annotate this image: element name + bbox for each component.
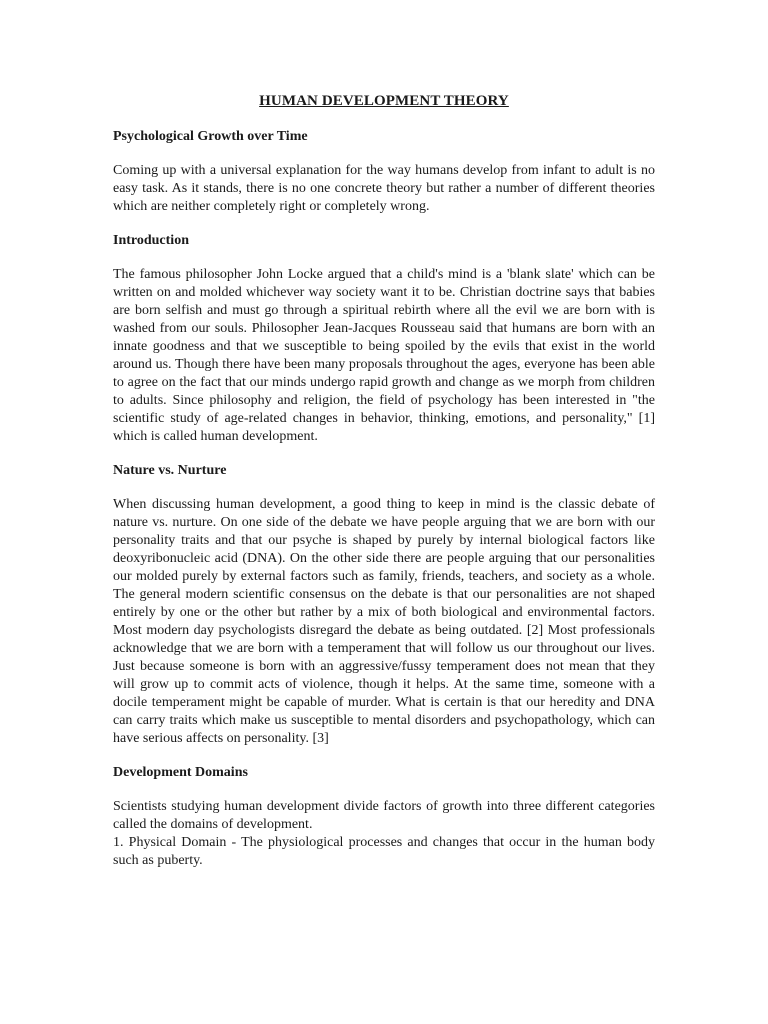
document-content bbox=[113, 92, 655, 870]
spacer bbox=[113, 782, 655, 798]
section-heading-nature-vs-nurture: Nature vs. Nurture bbox=[113, 463, 227, 478]
list-item-physical-domain: 1. Physical Domain - The physiological processes and changes that occur in the human body such as puberty. bbox=[113, 835, 655, 868]
section-heading-psychological-growth: Psychological Growth over Time bbox=[113, 129, 308, 144]
document-title: HUMAN DEVELOPMENT THEORY bbox=[259, 93, 509, 109]
paragraph-introduction: The famous philosopher John Locke argued that a child's mind is a 'blank slate' which can be written on and molded whichever way society want it to be. Christian doctrine says that babies are born selfish and must go through a spiritual rebirth where all the evil we are born with is washed from our souls. Philosopher Jean-Jacques Rousseau said that humans are born with an innate goodness and that we susceptible to being spoiled by the evils that exist in the world around us. Though there have been many proposals throughout the ages, everyone has been able to agree on the fact that our minds undergo rapid growth and change as we morph from children to adults. Since philosophy and religion, the field of psychology has been interested in "the scientific study of age-related changes in behavior, thinking, emotions, and personality," [1] which is called human development. bbox=[113, 267, 655, 444]
paragraph-nature-vs-nurture: When discussing human development, a good thing to keep in mind is the classic debate of nature vs. nurture. On one side of the debate we have people arguing that we are born with our personality traits and that our psyche is shaped by purely by internal biological factors like deoxyribonucleic acid (DNA). On the other side there are people arguing that our personalities our molded purely by external factors such as family, friends, teachers, and society as a whole. The general modern scientific consensus on the debate is that our personalities are not shaped entirely by one or the other but rather by a mix of both biological and environmental factors. Most modern day psychologists disregard the debate as being outdated. [2] Most professionals acknowledge that we are born with a temperament that will follow us our throughout our lives. Just because someone is born with an aggressive/fussy temperament does not mean that they will grow up to commit acts of violence, though it helps. At the same time, someone with a docile temperament might be capable of murder. What is certain is that our heredity and DNA can carry traits which make us susceptible to mental disorders and psychopathology, which can have serious affects on personality. [3] bbox=[113, 497, 655, 746]
paragraph-psychological-growth: Coming up with a universal explanation for the way humans develop from infant to adult is no easy task. As it stands, there is no one concrete theory but rather a number of different theories which are neither completely right or completely wrong. bbox=[113, 163, 655, 214]
spacer bbox=[113, 748, 655, 764]
spacer bbox=[113, 480, 655, 496]
section-heading-development-domains: Development Domains bbox=[113, 765, 248, 780]
paragraph-development-domains: Scientists studying human development divide factors of growth into three different categories called the domains of development. bbox=[113, 799, 655, 832]
spacer bbox=[113, 250, 655, 266]
spacer bbox=[113, 146, 655, 162]
spacer bbox=[113, 216, 655, 232]
spacer bbox=[113, 446, 655, 462]
section-heading-introduction: Introduction bbox=[113, 233, 189, 248]
